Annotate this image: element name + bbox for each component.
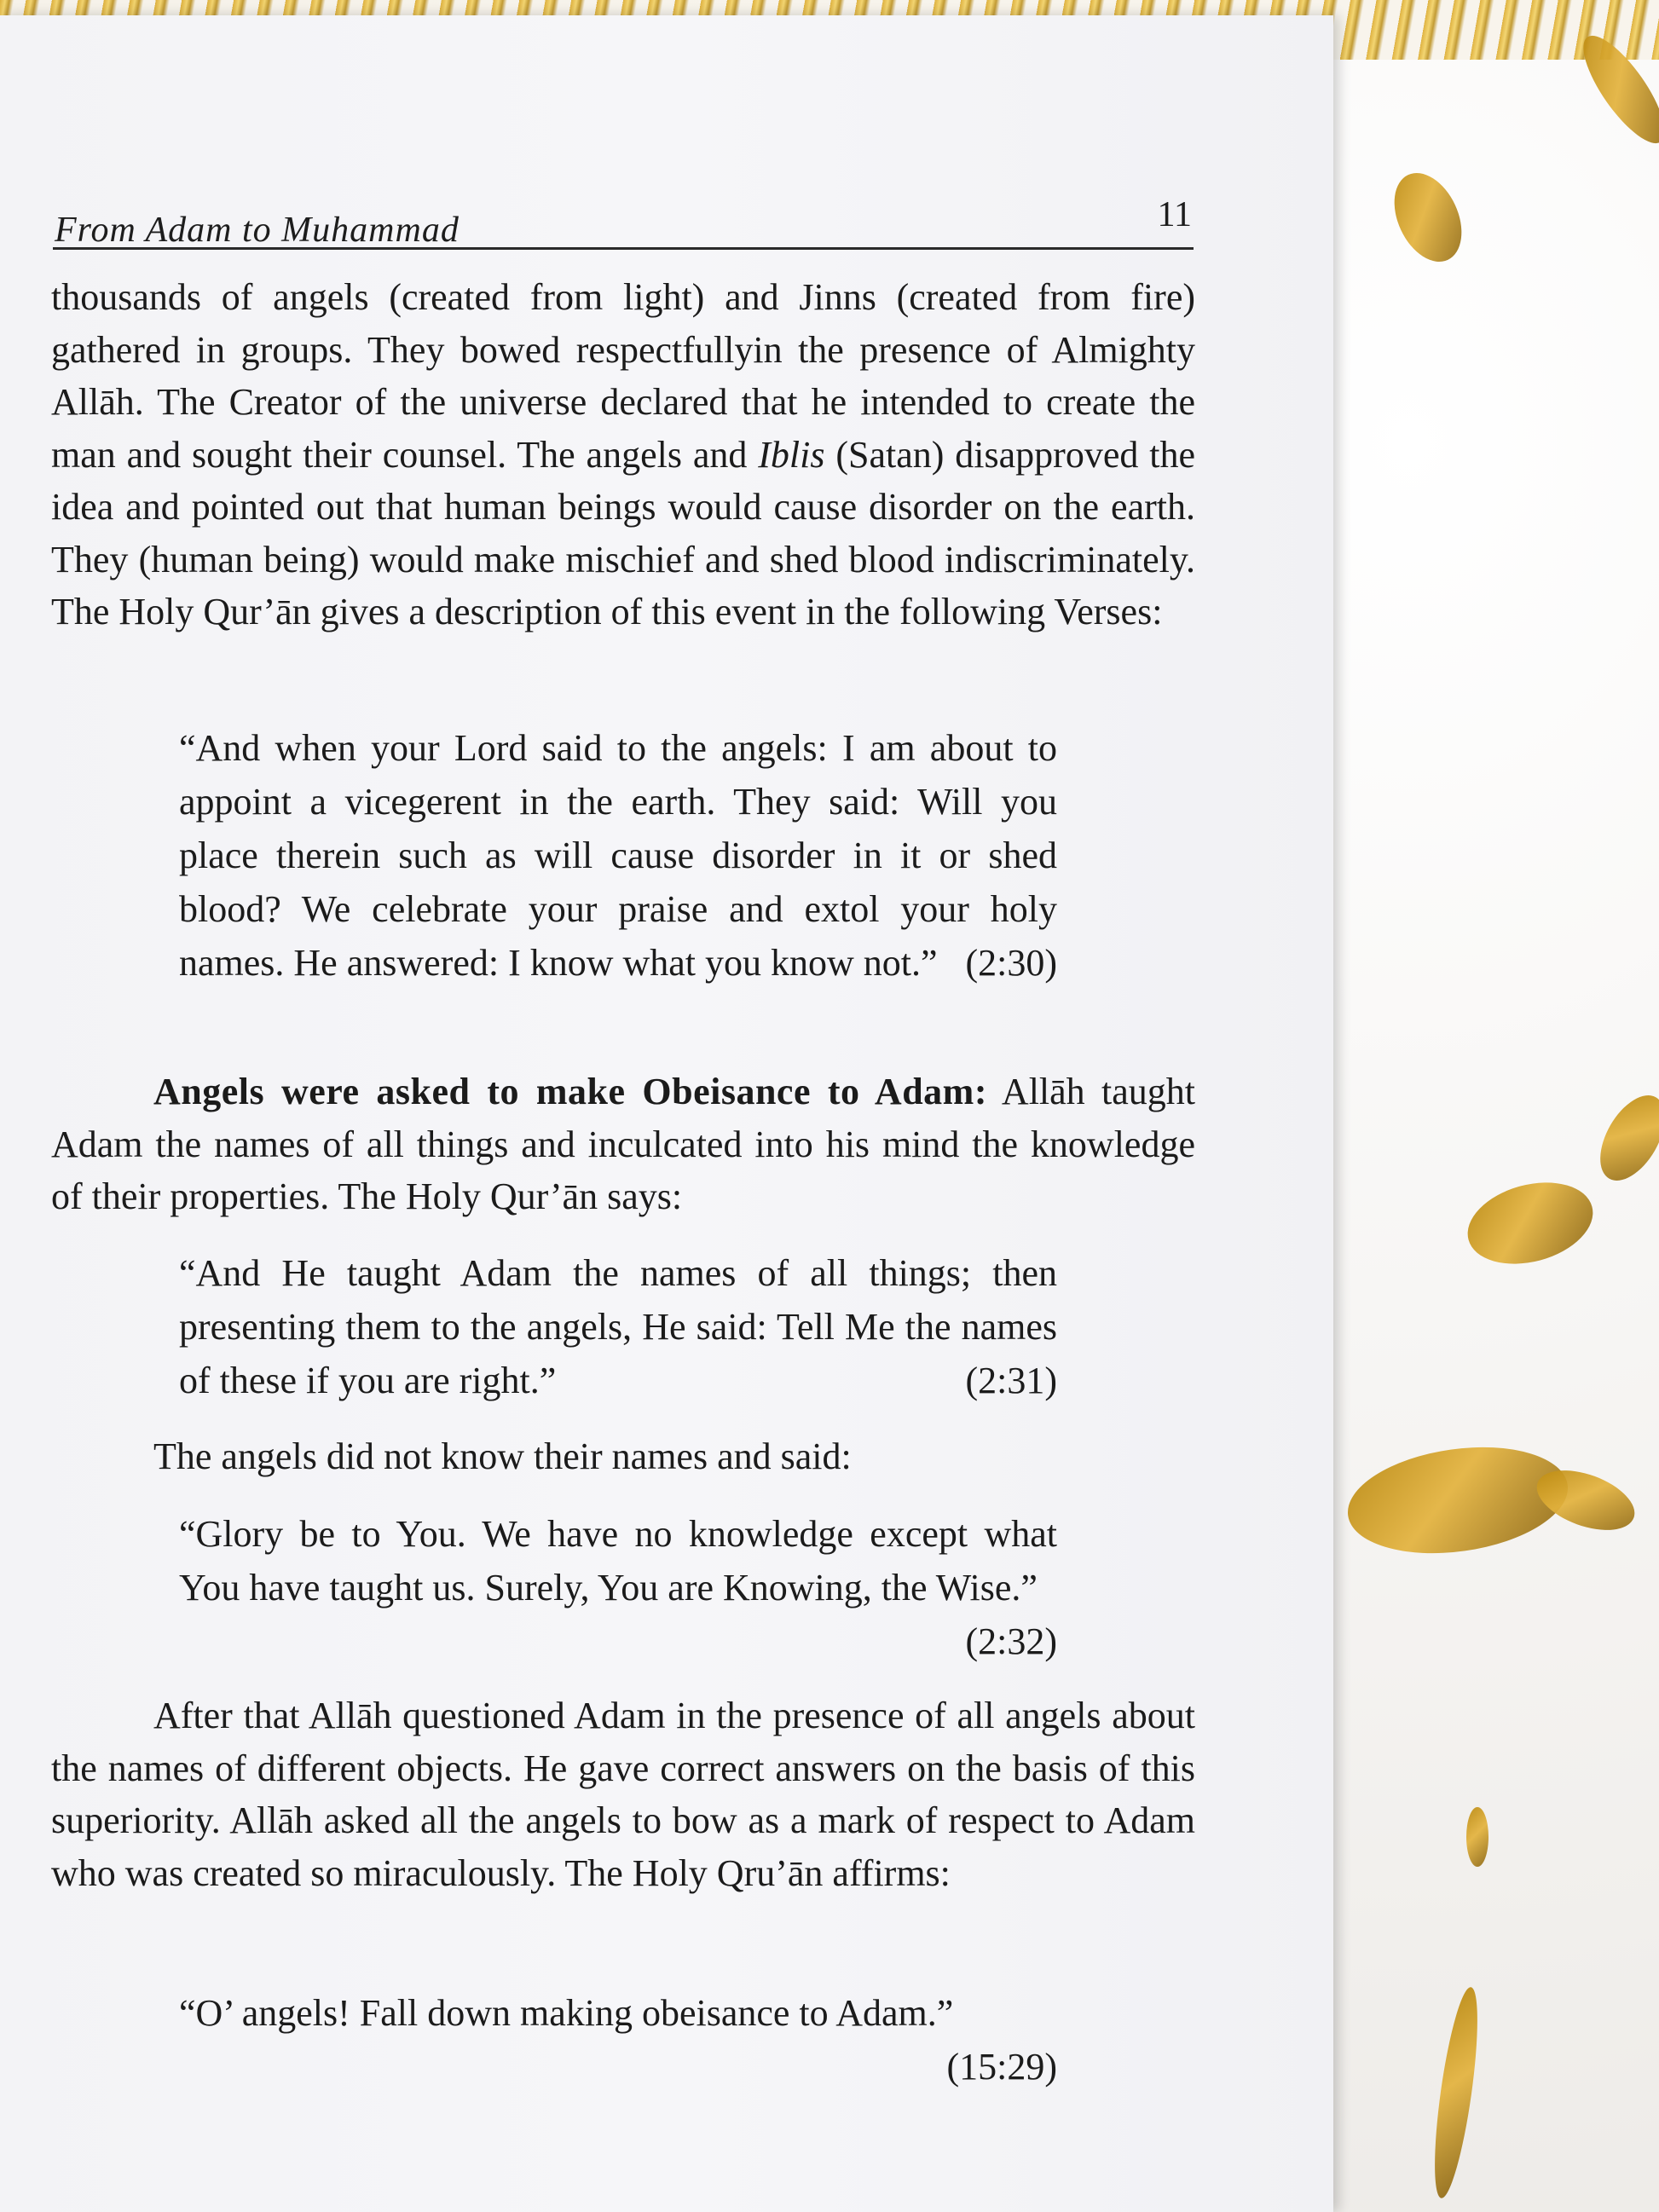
paragraph-1 [51, 271, 1195, 638]
quote-block-3 [179, 1507, 1057, 1668]
quote-2-text: “And He taught Adam the names of all things; then presenting them to the angels, He said: Tell Me the names of these if you are right.” [179, 1252, 1057, 1401]
paragraph-2 [51, 1066, 1195, 1223]
quote-block-1 [179, 721, 1057, 990]
quote-block-2 [179, 1246, 1057, 1407]
paragraph-1-text-b: (Satan) disapproved the idea and pointed out that human beings would cause disorder on the earth. They (human being) would make mischief and shed blood indiscriminately. The Holy Qur’ān gives a description of this event in the following Verses: [51, 433, 1195, 632]
paragraph-3-text: The angels did not know their names and said: [153, 1435, 852, 1477]
page-number: 11 [1157, 195, 1192, 234]
paragraph-4-text: After that Allāh questioned Adam in the presence of all angels about the names of different objects. He gave correct answers on the basis of this superiority. Allāh asked all the angels to bow as a mark of respect to Adam who was created so miraculously. The Holy Qru’ān affirms: [51, 1695, 1195, 1894]
paragraph-1-italic-term: Iblis [758, 433, 825, 476]
quote-3-text: “Glory be to You. We have no knowledge except what You have taught us. Surely, You are Knowing, the Wise.” [179, 1513, 1057, 1608]
book-page [0, 15, 1333, 2212]
section-heading: Angels were asked to make Obeisance to Adam: [153, 1071, 987, 1112]
paragraph-3 [153, 1430, 1194, 1483]
paragraph-4 [51, 1689, 1195, 1899]
running-title: From Adam to Muhammad [55, 211, 460, 250]
gold-foil-accent [1466, 1807, 1488, 1867]
quote-3-reference: (2:32) [965, 1620, 1057, 1662]
running-header [53, 191, 1194, 250]
quote-2-reference: (2:31) [965, 1360, 1057, 1401]
paragraph-2-text: Allāh taught Adam the names of all things and inculcated into his mind the knowledge of their properties. The Holy Qur’ān says: [51, 1071, 1196, 1217]
quote-block-4 [179, 1986, 1057, 2094]
quote-4-text: “O’ angels! Fall down making obeisance to Adam.” [179, 1992, 954, 2034]
paragraph-1-text-a: thousands of angels (created from light) and Jinns (created from fire) gathered in groups. They bowed respectfullyin the presence of Almighty Allāh. The Creator of the universe declared that he intended to create the man and sought their counsel. The angels and [51, 276, 1195, 476]
quote-4-reference: (15:29) [946, 2046, 1057, 2088]
quote-1-reference: (2:30) [965, 942, 1057, 984]
quote-1-text: “And when your Lord said to the angels: I am about to appoint a vicegerent in the earth. They said: Will you place therein such as will cause disorder in it or shed blood? We celebrate your praise and extol your holy names. He answered: I know what you know not.” [179, 727, 1057, 984]
